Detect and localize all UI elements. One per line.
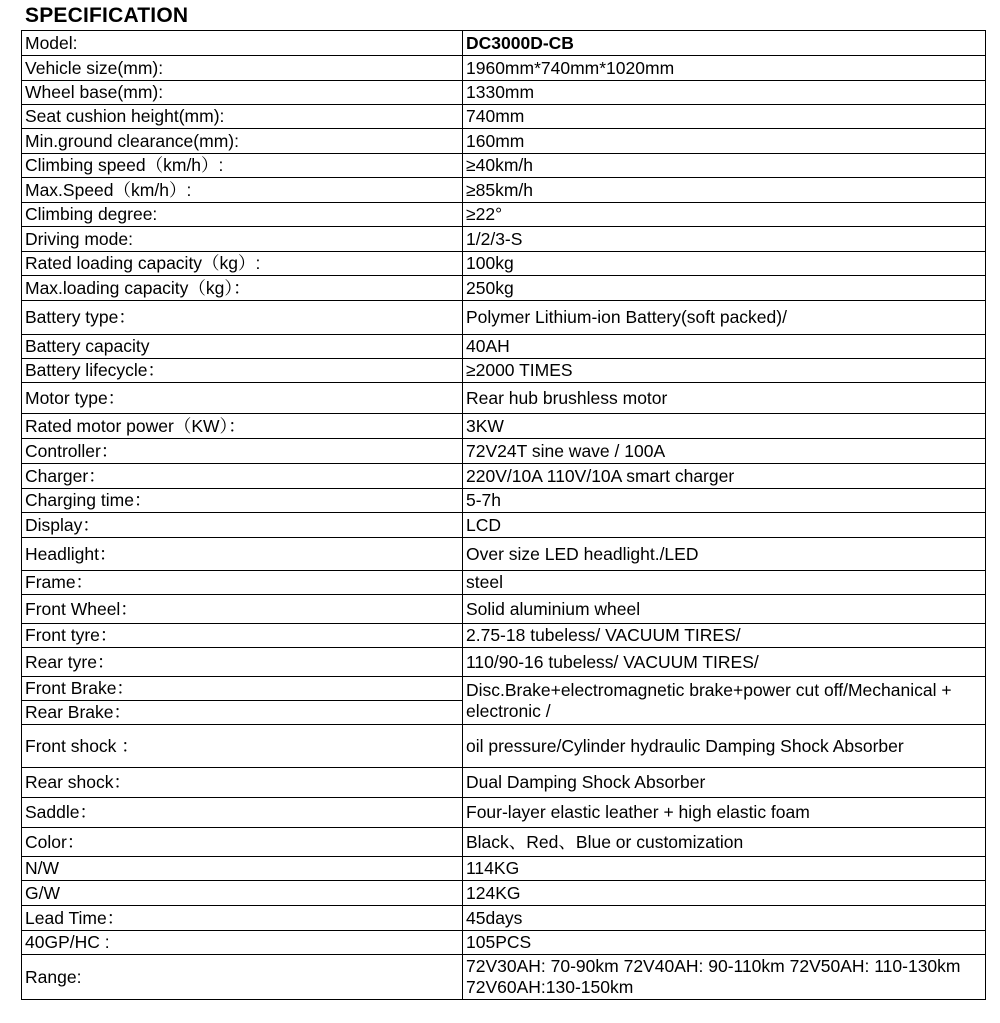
spec-label: Charging time：: [22, 489, 463, 513]
spec-value: 105PCS: [463, 931, 986, 955]
spec-label: Max.Speed（km/h）:: [22, 178, 463, 203]
spec-value: 114KG: [463, 857, 986, 881]
spec-label: N/W: [22, 857, 463, 881]
table-row: [22, 538, 986, 571]
table-row: [22, 931, 986, 955]
table-row: [22, 301, 986, 335]
spec-label: Battery capacity: [22, 335, 463, 359]
spec-value: 110/90-16 tubeless/ VACUUM TIRES/: [463, 648, 986, 677]
spec-label: Wheel base(mm):: [22, 81, 463, 105]
spec-value: 72V30AH: 70-90km 72V40AH: 90-110km 72V50AH: 110-130km 72V60AH:130-150km: [463, 955, 986, 1000]
spec-value: Solid aluminium wheel: [463, 595, 986, 624]
spec-label: Color：: [22, 828, 463, 857]
spec-value: 40AH: [463, 335, 986, 359]
table-row: [22, 335, 986, 359]
spec-value: ≥40km/h: [463, 154, 986, 178]
spec-value: ≥2000 TIMES: [463, 359, 986, 383]
table-row: [22, 129, 986, 154]
spec-value: Polymer Lithium-ion Battery(soft packed)/: [463, 301, 986, 335]
spec-value: 2.75-18 tubeless/ VACUUM TIRES/: [463, 624, 986, 648]
table-row: [22, 798, 986, 828]
spec-label: Rated motor power（KW）：: [22, 414, 463, 439]
table-row: [22, 828, 986, 857]
spec-value: Disc.Brake+electromagnetic brake+power cut off/Mechanical + electronic /: [463, 677, 986, 725]
spec-value: 5-7h: [463, 489, 986, 513]
spec-value: steel: [463, 571, 986, 595]
table-row: [22, 252, 986, 276]
spec-value: Black、Red、Blue or customization: [463, 828, 986, 857]
table-row: [22, 955, 986, 1000]
spec-label: Lead Time：: [22, 906, 463, 931]
spec-value: 220V/10A 110V/10A smart charger: [463, 464, 986, 489]
spec-value: 45days: [463, 906, 986, 931]
spec-label: Model:: [22, 31, 463, 56]
table-row: [22, 276, 986, 301]
spec-value: oil pressure/Cylinder hydraulic Damping Shock Absorber: [463, 725, 986, 768]
table-row: [22, 768, 986, 798]
spec-label: Controller：: [22, 439, 463, 464]
table-row: [22, 906, 986, 931]
table-row: [22, 227, 986, 252]
spec-value: Dual Damping Shock Absorber: [463, 768, 986, 798]
spec-label: G/W: [22, 881, 463, 906]
table-row: [22, 31, 986, 56]
spec-label: Frame：: [22, 571, 463, 595]
spec-label: Battery type：: [22, 301, 463, 335]
table-row: [22, 624, 986, 648]
table-row: [22, 56, 986, 81]
spec-table-body: [22, 31, 986, 1000]
spec-value: ≥22°: [463, 203, 986, 227]
table-row: [22, 571, 986, 595]
table-row: [22, 178, 986, 203]
spec-label: 40GP/HC :: [22, 931, 463, 955]
spec-value: 1/2/3-S: [463, 227, 986, 252]
table-row: [22, 203, 986, 227]
spec-label: Front tyre：: [22, 624, 463, 648]
spec-value: 72V24T sine wave / 100A: [463, 439, 986, 464]
table-row: [22, 648, 986, 677]
spec-label: Min.ground clearance(mm):: [22, 129, 463, 154]
spec-label: Seat cushion height(mm):: [22, 105, 463, 129]
table-row: [22, 383, 986, 414]
table-row: [22, 489, 986, 513]
spec-value: Four-layer elastic leather + high elastic foam: [463, 798, 986, 828]
table-row: [22, 513, 986, 538]
spec-label: Front Brake：: [22, 677, 463, 701]
spec-label: Front shock ：: [22, 725, 463, 768]
table-row: [22, 677, 986, 701]
spec-label: Max.loading capacity（kg）：: [22, 276, 463, 301]
spec-label: Driving mode:: [22, 227, 463, 252]
spec-label: Climbing speed（km/h）:: [22, 154, 463, 178]
table-row: [22, 359, 986, 383]
spec-label: Saddle：: [22, 798, 463, 828]
spec-value: 1960mm*740mm*1020mm: [463, 56, 986, 81]
spec-label: Vehicle size(mm):: [22, 56, 463, 81]
spec-label: Motor type：: [22, 383, 463, 414]
spec-value: 1330mm: [463, 81, 986, 105]
spec-table: [21, 30, 986, 1000]
spec-label: Display：: [22, 513, 463, 538]
spec-label: Rated loading capacity（kg）:: [22, 252, 463, 276]
spec-value: 100kg: [463, 252, 986, 276]
spec-value: 124KG: [463, 881, 986, 906]
table-row: [22, 725, 986, 768]
spec-value: 740mm: [463, 105, 986, 129]
spec-label: Rear shock：: [22, 768, 463, 798]
table-row: [22, 464, 986, 489]
spec-value: DC3000D-CB: [463, 31, 986, 56]
spec-value: Over size LED headlight./LED: [463, 538, 986, 571]
spec-label: Range:: [22, 955, 463, 1000]
page-title: SPECIFICATION: [25, 4, 189, 27]
table-row: [22, 154, 986, 178]
spec-label: Front Wheel：: [22, 595, 463, 624]
spec-label: Climbing degree:: [22, 203, 463, 227]
table-row: [22, 105, 986, 129]
table-row: [22, 439, 986, 464]
spec-value: ≥85km/h: [463, 178, 986, 203]
spec-label: Rear Brake：: [22, 701, 463, 725]
spec-value: 3KW: [463, 414, 986, 439]
spec-value: Rear hub brushless motor: [463, 383, 986, 414]
spec-label: Battery lifecycle：: [22, 359, 463, 383]
spec-label: Rear tyre：: [22, 648, 463, 677]
spec-value: 250kg: [463, 276, 986, 301]
table-row: [22, 81, 986, 105]
spec-label: Headlight：: [22, 538, 463, 571]
spec-value: LCD: [463, 513, 986, 538]
table-row: [22, 857, 986, 881]
table-row: [22, 595, 986, 624]
table-row: [22, 881, 986, 906]
table-row: [22, 414, 986, 439]
spec-value: 160mm: [463, 129, 986, 154]
spec-label: Charger：: [22, 464, 463, 489]
